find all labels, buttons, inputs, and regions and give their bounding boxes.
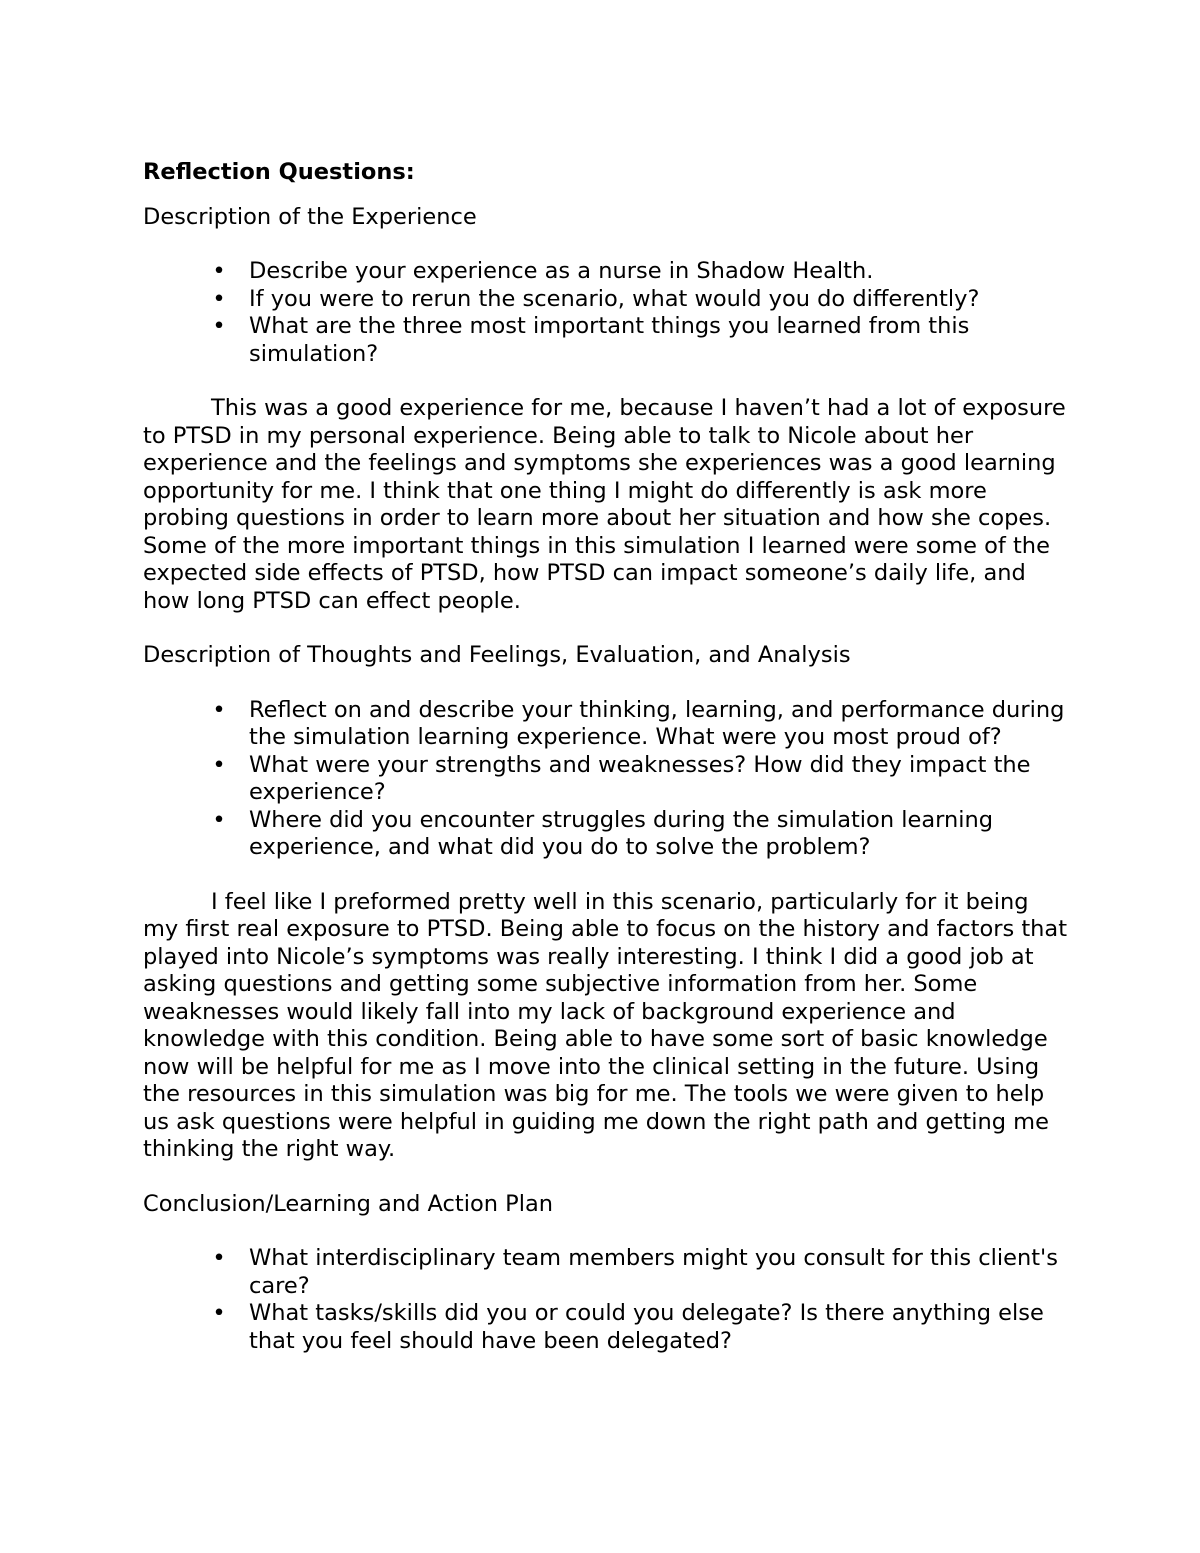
answer-paragraph: I feel like I preformed pretty well in this scenario, particularly for it being my first real exposure to PTSD. Being able to focus on the history and factors that played into Nicole’s symptoms was really interesting. I think I did a good job at asking questions and getting some subjective information from her. Some weaknesses would likely fall into my lack of background experience and knowledge with this condition. Being able to have some sort of basic knowledge now will be helpful for me as I move into the clinical setting in the future. Using the resources in this simulation was big for me. The tools we were given to help us ask questions were helpful in guiding me down the right path and getting me thinking the right way.	[143, 888, 1068, 1162]
question-list	[143, 258, 1068, 368]
question-text: Describe your experience as a nurse in Shadow Health.	[249, 258, 874, 284]
question-text: What interdisciplinary team members might you consult for this client's care?	[249, 1245, 1058, 1299]
bullet-icon: •	[212, 285, 226, 312]
question-item	[212, 285, 1068, 314]
question-list	[143, 1245, 1068, 1355]
bullet-icon: •	[212, 696, 226, 723]
question-item	[212, 313, 1068, 368]
question-text: What tasks/skills did you or could you delegate? Is there anything else that you feel should have been delegated?	[249, 1300, 1044, 1354]
bullet-icon: •	[212, 806, 226, 833]
bullet-icon: •	[212, 1245, 226, 1271]
question-text: If you were to rerun the scenario, what would you do differently?	[249, 285, 980, 312]
document-title: Reflection Questions:	[143, 159, 415, 185]
question-text: Reflect on and describe your thinking, learning, and performance during the simulation learning experience. What were you most proud of?	[249, 696, 1065, 750]
question-item	[212, 1300, 1068, 1355]
question-item	[212, 1245, 1068, 1300]
answer-paragraph: This was a good experience for me, because I haven’t had a lot of exposure to PTSD in my personal experience. Being able to talk to Nicole about her experience and the feelings and symptoms she experiences was a good learning opportunity for me. I think that one thing I might do differently is ask more probing questions in order to learn more about her situation and how she copes. Some of the more important things in this simulation I learned were some of the expected side effects of PTSD, how PTSD can impact someone’s daily life, and how long PTSD can effect people.	[143, 395, 1066, 614]
question-text: What were your strengths and weaknesses? How did they impact the experience?	[249, 751, 1031, 805]
section-heading: Conclusion/Learning and Action Plan	[143, 1190, 553, 1217]
question-item	[212, 258, 1068, 286]
bullet-icon: •	[212, 313, 226, 339]
question-text: Where did you encounter struggles during the simulation learning experience, and what did you do to solve the problem?	[249, 806, 994, 860]
bullet-icon: •	[212, 751, 226, 778]
question-list	[143, 697, 1068, 862]
bullet-icon: •	[212, 1300, 226, 1326]
section-heading: Description of the Experience	[143, 203, 477, 230]
document-body	[143, 159, 1068, 1382]
question-item	[212, 751, 1068, 807]
section-heading: Description of Thoughts and Feelings, Evaluation, and Analysis	[143, 642, 851, 668]
bullet-icon: •	[212, 258, 226, 284]
question-item	[212, 806, 1068, 862]
question-text: What are the three most important things you learned from this simulation?	[249, 313, 970, 367]
question-item	[212, 696, 1068, 752]
